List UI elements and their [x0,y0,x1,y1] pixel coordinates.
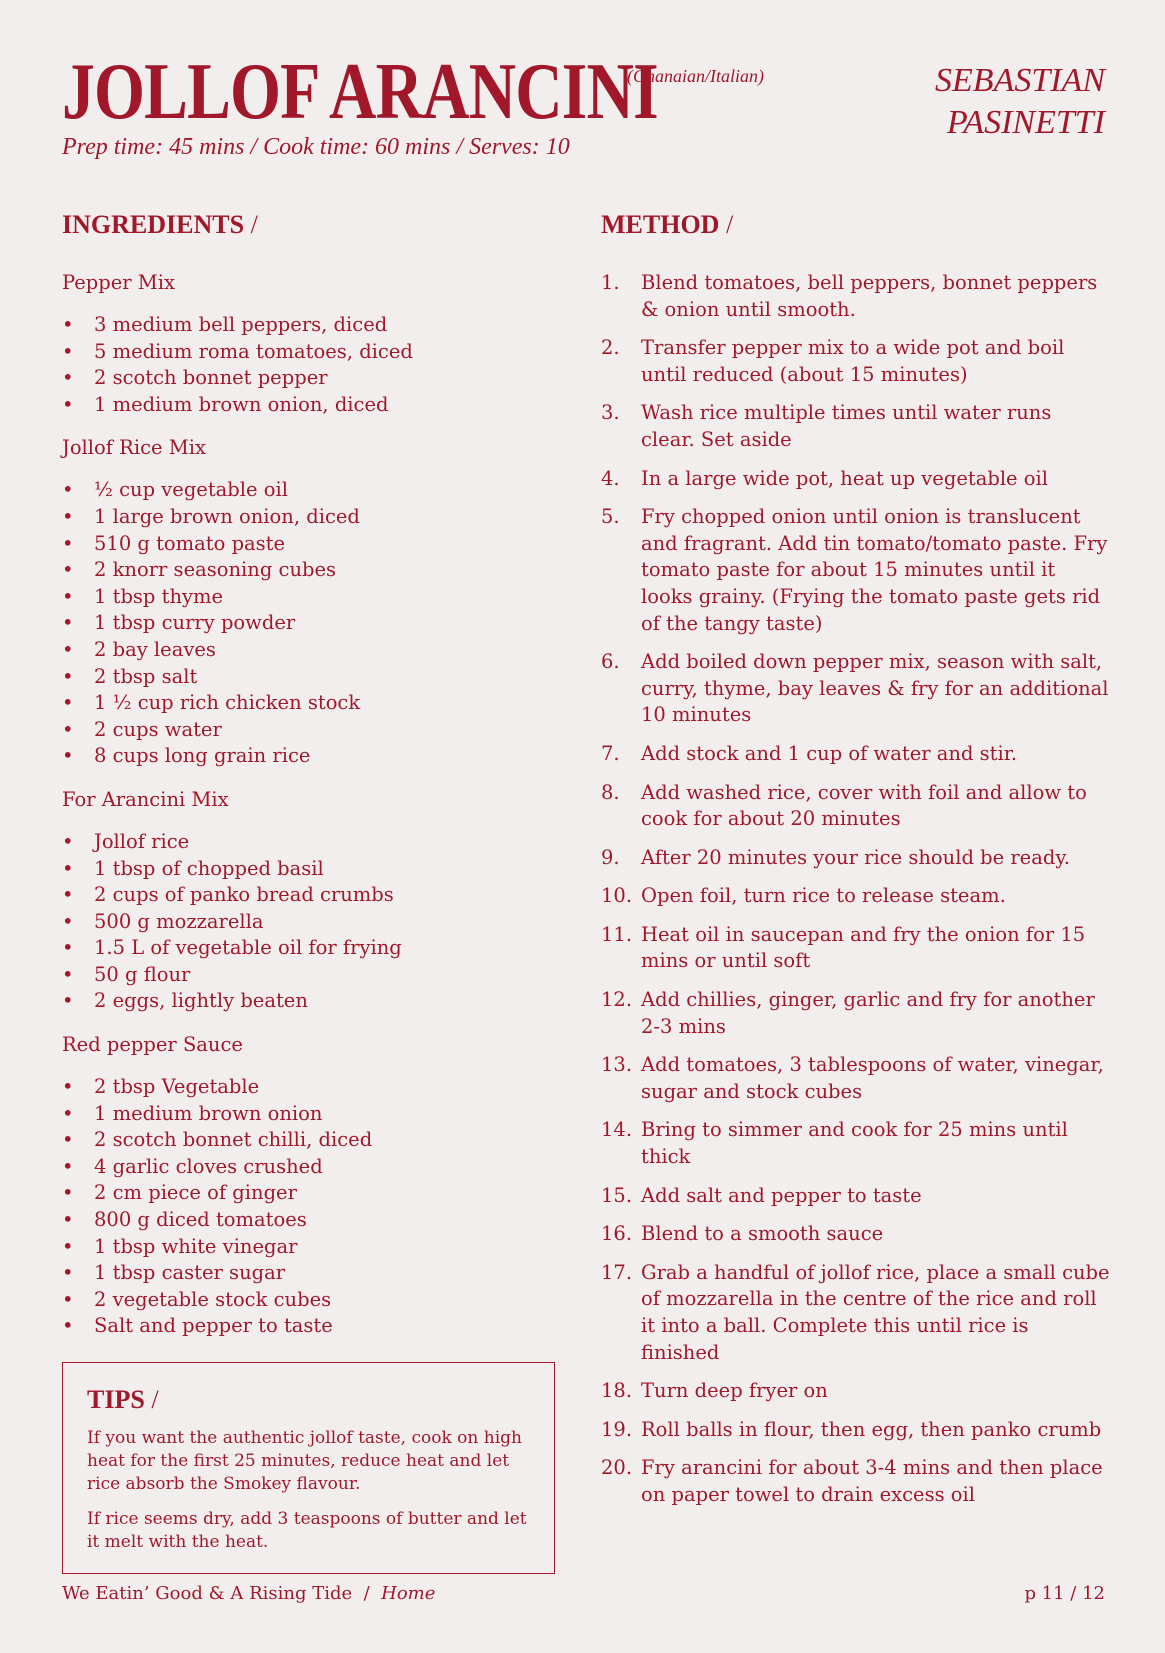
page-number: p 11 / 12 [1024,1583,1105,1604]
method-step [601,883,1111,910]
step-text: Blend tomatoes, bell peppers, bonnet peppers & onion until smooth. [641,271,1098,321]
ingredient-text: 1.5 L of vegetable oil for frying [94,936,402,960]
chef-name [845,60,1105,144]
step-text: Fry arancini for about 3-4 mins and then place on paper towel to drain excess oil [641,1456,1103,1506]
ingredient-text: 800 g diced tomatoes [94,1208,307,1232]
ingredient-item [62,477,562,504]
step-number: 10. [601,884,633,908]
ingredient-item [62,829,562,856]
step-number: 2. [601,336,620,360]
ingredient-item [62,504,562,531]
method-step [601,400,1111,453]
ingredient-text: 2 knorr seasoning cubes [94,558,337,582]
ingredient-item [62,1154,562,1181]
ingredient-item [62,856,562,883]
step-number: 7. [601,741,620,765]
step-text: Open foil, turn rice to release steam. [641,884,1006,908]
tips-heading: TIPS / [87,1385,159,1414]
bullet-icon: • [62,531,74,555]
step-number: 1. [601,271,620,294]
ingredient-item [62,312,562,339]
ingredient-item [62,1074,562,1101]
method-step [601,1455,1111,1508]
ingredient-item [62,935,562,962]
bullet-icon: • [62,936,74,960]
ingredient-item [62,1234,562,1261]
bullet-icon: • [62,1208,74,1232]
ingredient-item [62,909,562,936]
bullet-icon: • [62,1287,74,1311]
ingredient-list [62,829,562,1015]
bullet-icon: • [62,829,74,853]
method-step [601,922,1111,975]
bullet-icon: • [62,584,74,608]
ingredient-text: 5 medium roma tomatoes, diced [94,339,413,363]
ingredient-text: 1 ½ cup rich chicken stock [94,691,361,715]
bullet-icon: • [62,744,74,768]
method-heading: METHOD / [601,210,734,239]
ingredient-text: 2 cups water [94,717,222,741]
step-number: 15. [601,1183,633,1207]
ingredient-list [62,1074,562,1340]
ingredient-item [62,557,562,584]
method-step [601,987,1111,1040]
ingredient-text: 2 vegetable stock cubes [94,1287,332,1311]
method-step [601,1378,1111,1405]
ingredient-item [62,717,562,744]
method-step [601,780,1111,833]
bullet-icon: • [62,366,74,390]
ingredient-text: 1 tbsp curry powder [94,611,296,635]
bullet-icon: • [62,856,74,880]
step-text: Add boiled down pepper mix, season with salt, curry, thyme, bay leaves & fry for an additional 10 minutes [641,650,1109,727]
step-text: Add chillies, ginger, garlic and fry for another 2-3 mins [641,988,1095,1038]
footer-section: Home [381,1583,436,1604]
bullet-icon: • [62,962,74,986]
ingredient-text: 510 g tomato paste [94,531,286,555]
recipe-meta: Prep time: 45 mins / Cook time: 60 mins / Serves: 10 [62,134,570,160]
ingredient-group-title: For Arancini Mix [62,787,229,811]
chef-first-name: SEBASTIAN [935,62,1105,99]
method-column [601,270,1111,1521]
method-step [601,1417,1111,1444]
bullet-icon: • [62,313,74,336]
ingredients-heading-text: INGREDIENTS [62,210,245,239]
ingredient-text: 50 g flour [94,962,191,986]
bullet-icon: • [62,637,74,661]
ingredient-item [62,365,562,392]
method-step [601,741,1111,768]
step-number: 14. [601,1118,633,1142]
tip-paragraph: If you want the authentic jollof taste, cook on high heat for the first 25 minutes, reduce heat and let rice absorb the Smokey flavour. [87,1428,522,1494]
ingredient-text: 1 tbsp of chopped basil [94,856,324,880]
step-text: Bring to simmer and cook for 25 mins until thick [641,1118,1068,1169]
bullet-icon: • [62,392,74,416]
step-text: After 20 minutes your rice should be ready. [641,845,1070,869]
bullet-icon: • [62,1075,74,1099]
recipe-origin: (Ghanaian/Italian) [627,66,764,86]
bullet-icon: • [62,1154,74,1178]
ingredient-item [62,988,562,1015]
method-step [601,1183,1111,1210]
step-number: 18. [601,1379,633,1403]
footer-separator: / [363,1583,370,1604]
ingredient-text: 2 bay leaves [94,637,216,661]
step-text: Heat oil in saucepan and fry the onion for 15 mins or until soft [641,922,1086,973]
ingredient-text: 2 tbsp Vegetable [94,1075,260,1099]
ingredient-text: 1 medium brown onion [94,1101,323,1125]
step-number: 6. [601,650,620,674]
step-text: Grab a handful of jollof rice, place a small cube of mozzarella in the centre of the rice and roll it into a ball. Complete this until rice is finished [641,1260,1110,1364]
method-step [601,845,1111,872]
ingredient-text: 1 large brown onion, diced [94,504,360,528]
step-text: Add washed rice, cover with foil and allow to cook for about 20 minutes [641,780,1087,831]
ingredient-text: 2 eggs, lightly beaten [94,989,308,1013]
ingredient-item [62,1313,562,1340]
step-text: Fry chopped onion until onion is translucent and fragrant. Add tin tomato/tomato paste. Fry tomato paste for about 15 minutes until it looks grainy. (Frying the tomato paste gets rid of the tangy taste) [641,505,1108,635]
bullet-icon: • [62,504,74,528]
ingredient-item [62,743,562,770]
method-step [601,1221,1111,1248]
ingredient-list [62,312,562,418]
ingredient-text: 1 medium brown onion, diced [94,392,389,416]
ingredient-item [62,531,562,558]
step-number: 4. [601,466,620,490]
step-text: Add tomatoes, 3 tablespoons of water, vinegar, sugar and stock cubes [641,1053,1104,1103]
step-number: 20. [601,1456,633,1480]
method-step [601,270,1111,323]
ingredient-text: 1 tbsp white vinegar [94,1234,298,1258]
ingredient-item [62,1207,562,1234]
ingredient-item [62,339,562,366]
ingredient-item [62,392,562,419]
step-number: 5. [601,505,620,529]
method-heading-text: METHOD [601,210,720,239]
ingredient-text: 2 cups of panko bread crumbs [94,883,394,907]
ingredient-text: 3 medium bell peppers, diced [94,313,388,336]
ingredient-group-title: Pepper Mix [62,271,176,294]
bullet-icon: • [62,478,74,502]
ingredient-text: 2 scotch bonnet pepper [94,366,328,390]
bullet-icon: • [62,339,74,363]
ingredient-item [62,1101,562,1128]
ingredient-text: 8 cups long grain rice [94,744,311,768]
method-step [601,1260,1111,1366]
step-text: Wash rice multiple times until water runs clear. Set aside [641,401,1052,451]
ingredient-text: 2 tbsp salt [94,664,198,688]
step-text: Roll balls in flour, then egg, then panko crumb [641,1417,1102,1441]
bullet-icon: • [62,989,74,1013]
step-text: Blend to a smooth sauce [641,1222,884,1246]
step-number: 9. [601,845,620,869]
ingredient-item [62,664,562,691]
ingredient-text: 1 tbsp caster sugar [94,1261,286,1285]
bullet-icon: • [62,611,74,635]
footer-book-title: We Eatin’ Good & A Rising Tide [62,1583,353,1604]
ingredient-item [62,610,562,637]
bullet-icon: • [62,1234,74,1258]
bullet-icon: • [62,1181,74,1205]
bullet-icon: • [62,691,74,715]
bullet-icon: • [62,909,74,933]
step-number: 11. [601,922,633,946]
ingredient-item [62,1127,562,1154]
method-step [601,466,1111,493]
ingredients-heading: INGREDIENTS / [62,210,258,239]
tip-paragraph: If rice seems dry, add 3 teaspoons of butter and let it melt with the heat. [87,1509,527,1552]
ingredient-text: Salt and pepper to taste [94,1314,333,1338]
chef-last-name: PASINETTI [946,104,1105,141]
ingredient-text: 4 garlic cloves crushed [94,1154,323,1178]
bullet-icon: • [62,1128,74,1152]
ingredient-item [62,690,562,717]
ingredient-text: 2 cm piece of ginger [94,1181,297,1205]
ingredient-list [62,477,562,770]
ingredient-group-title: Jollof Rice Mix [62,436,206,460]
step-number: 17. [601,1260,633,1284]
ingredient-text: 500 g mozzarella [94,909,264,933]
step-number: 16. [601,1222,633,1246]
ingredient-text: 1 tbsp thyme [94,584,224,608]
ingredient-item [62,962,562,989]
tips-heading-text: TIPS [87,1385,145,1414]
recipe-title: JOLLOF ARANCINI [62,48,658,136]
bullet-icon: • [62,1261,74,1285]
step-number: 13. [601,1053,633,1077]
method-step [601,1052,1111,1105]
step-number: 3. [601,401,620,425]
bullet-icon: • [62,1101,74,1125]
ingredient-group-title: Red pepper Sauce [62,1033,243,1057]
ingredient-text: 2 scotch bonnet chilli, diced [94,1128,373,1152]
ingredient-item [62,637,562,664]
ingredients-column [62,270,562,1357]
ingredient-item [62,1287,562,1314]
bullet-icon: • [62,664,74,688]
step-number: 19. [601,1417,633,1441]
bullet-icon: • [62,717,74,741]
tips-box [62,1362,555,1574]
ingredient-item [62,1180,562,1207]
method-step [601,1117,1111,1170]
method-step [601,504,1111,637]
step-text: In a large wide pot, heat up vegetable oil [641,466,1049,490]
ingredient-item [62,882,562,909]
step-text: Transfer pepper mix to a wide pot and boil until reduced (about 15 minutes) [641,336,1065,386]
bullet-icon: • [62,883,74,907]
step-text: Turn deep fryer on [641,1379,828,1403]
footer-book [62,1583,435,1604]
step-text: Add salt and pepper to taste [641,1183,922,1207]
bullet-icon: • [62,558,74,582]
bullet-icon: • [62,1314,74,1338]
step-number: 8. [601,780,620,804]
method-step [601,335,1111,388]
method-step [601,649,1111,729]
ingredient-item [62,1260,562,1287]
ingredient-text: ½ cup vegetable oil [94,478,288,502]
step-text: Add stock and 1 cup of water and stir. [641,741,1018,765]
ingredient-item [62,584,562,611]
ingredient-text: Jollof rice [94,829,190,853]
step-number: 12. [601,988,633,1012]
